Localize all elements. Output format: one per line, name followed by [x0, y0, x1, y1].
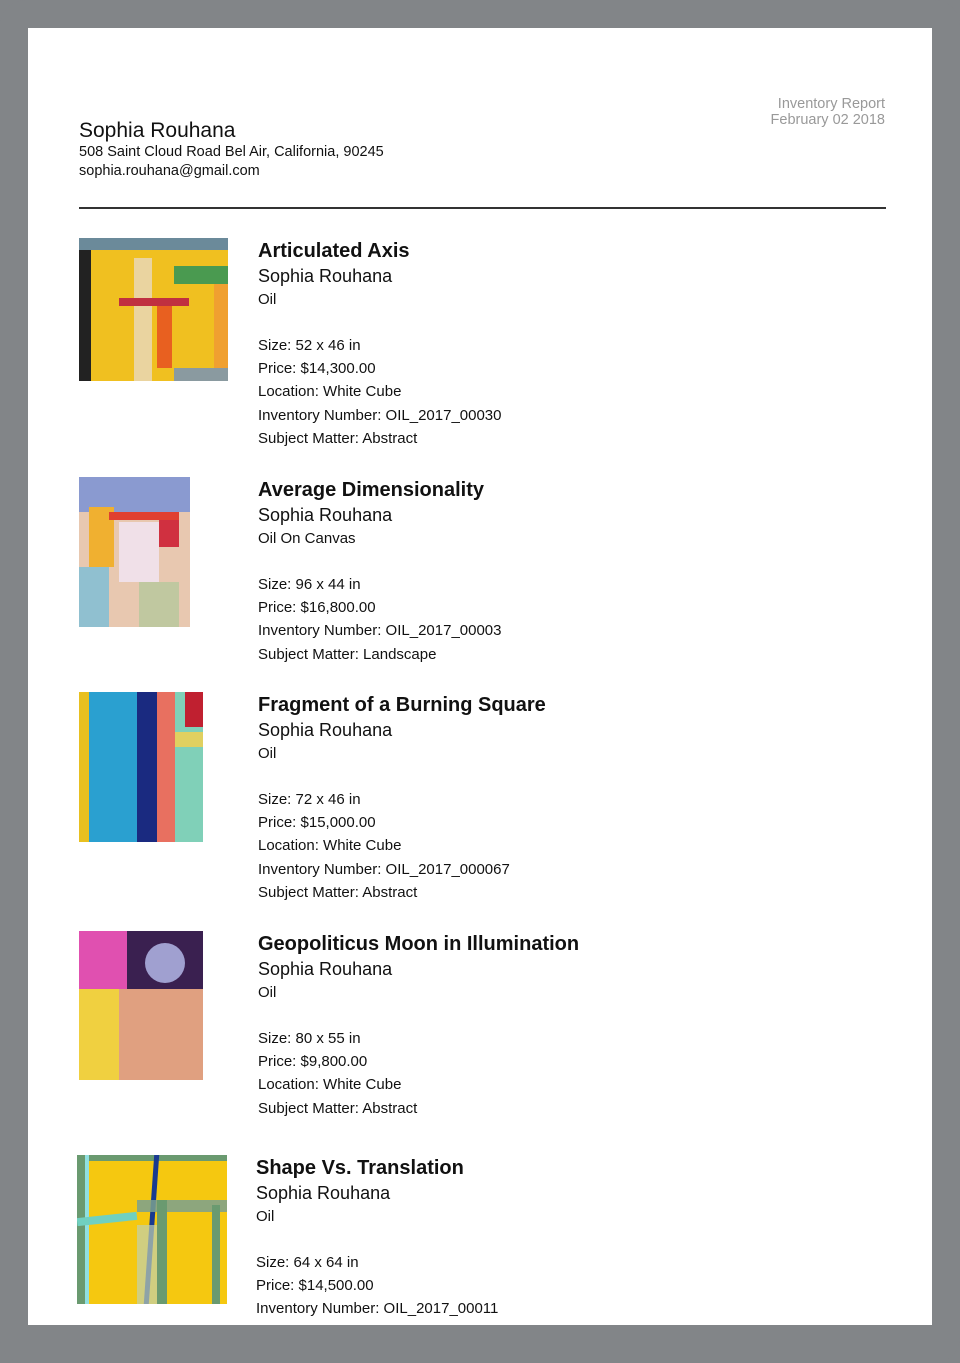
artwork-price: Price: $16,800.00 [258, 599, 376, 617]
header-divider [79, 207, 886, 209]
artist-name: Sophia Rouhana [79, 119, 236, 142]
artwork-details [256, 1251, 498, 1321]
artwork-artist: Sophia Rouhana [258, 959, 393, 979]
report-info [771, 96, 885, 128]
artwork-size: Size: 96 x 44 in [258, 576, 361, 593]
artwork-size: Size: 64 x 64 in [256, 1254, 359, 1271]
artwork-price: Price: $15,000.00 [258, 814, 376, 832]
artwork-image [79, 931, 203, 1080]
artwork-item [79, 238, 879, 458]
artwork-medium: Oil On Canvas [258, 530, 356, 547]
artwork-artist: Sophia Rouhana [258, 720, 393, 740]
artist-address: 508 Saint Cloud Road Bel Air, California, 90245 [79, 144, 384, 160]
artwork-artist: Sophia Rouhana [258, 266, 393, 286]
artwork-item [79, 692, 879, 912]
artwork-item [79, 931, 879, 1151]
artwork-artist: Sophia Rouhana [256, 1183, 391, 1203]
artwork-title[interactable]: Shape Vs. Translation [256, 1157, 464, 1179]
artwork-image [77, 1155, 227, 1304]
artwork-inventory-number: Inventory Number: OIL_2017_00030 [258, 406, 502, 424]
artwork-location: Location: White Cube [258, 383, 402, 401]
artwork-medium: Oil [258, 745, 277, 762]
artwork-details [258, 573, 502, 666]
artwork-size: Size: 80 x 55 in [258, 1030, 361, 1047]
artwork-location: Location: White Cube [258, 1076, 402, 1094]
artwork-text [258, 692, 546, 904]
artwork-subject: Subject Matter: Landscape [258, 645, 437, 663]
artwork-price: Price: $14,300.00 [258, 360, 376, 378]
report-page [28, 28, 932, 1325]
artwork-item [79, 477, 879, 697]
artwork-details [258, 1027, 579, 1120]
artwork-image [79, 477, 190, 627]
artwork-location: Location: White Cube [258, 837, 402, 855]
artwork-price: Price: $14,500.00 [256, 1277, 374, 1295]
artwork-details [258, 788, 546, 904]
artwork-image [79, 238, 228, 381]
artwork-item [77, 1155, 877, 1325]
artwork-artist: Sophia Rouhana [258, 505, 393, 525]
artwork-medium: Oil [258, 984, 277, 1001]
artwork-title[interactable]: Articulated Axis [258, 240, 410, 262]
artist-email: sophia.rouhana@gmail.com [79, 163, 260, 179]
artwork-medium: Oil [256, 1208, 275, 1225]
artwork-size: Size: 72 x 46 in [258, 791, 361, 808]
artwork-inventory-number: Inventory Number: OIL_2017_00003 [258, 622, 502, 640]
artwork-text [256, 1155, 498, 1321]
artwork-title[interactable]: Fragment of a Burning Square [258, 694, 546, 716]
artwork-subject: Subject Matter: Abstract [258, 1099, 418, 1117]
artwork-text [258, 931, 579, 1120]
report-date: February 02 2018 [770, 112, 885, 128]
artwork-inventory-number: Inventory Number: OIL_2017_00011 [256, 1300, 499, 1318]
artwork-subject: Subject Matter: Abstract [258, 429, 418, 447]
artwork-image [79, 692, 203, 842]
artwork-size: Size: 52 x 46 in [258, 337, 361, 354]
artwork-title[interactable]: Average Dimensionality [258, 479, 485, 501]
artwork-text [258, 477, 502, 666]
artwork-title[interactable]: Geopoliticus Moon in Illumination [258, 933, 580, 955]
artwork-subject: Subject Matter: Abstract [258, 883, 418, 901]
artwork-inventory-number: Inventory Number: OIL_2017_000067 [258, 860, 510, 878]
artwork-medium: Oil [258, 291, 277, 308]
artwork-price: Price: $9,800.00 [258, 1053, 368, 1071]
report-title: Inventory Report [777, 96, 885, 112]
artwork-details [258, 334, 502, 450]
artwork-text [258, 238, 502, 450]
